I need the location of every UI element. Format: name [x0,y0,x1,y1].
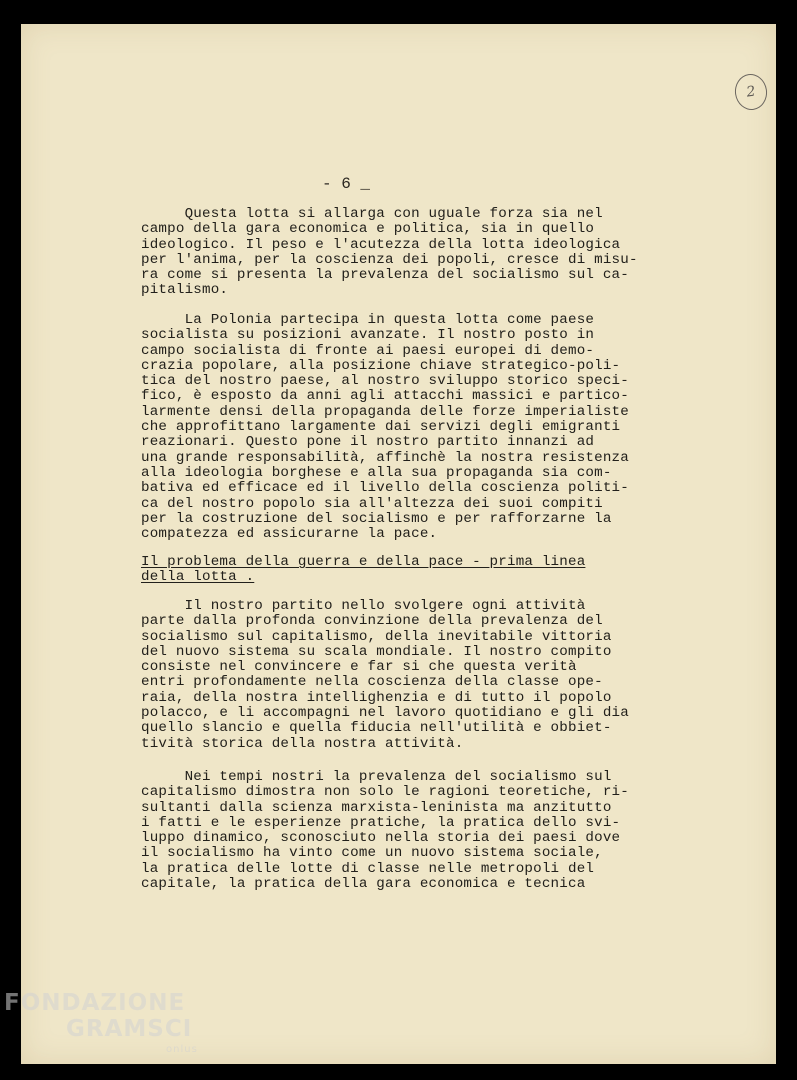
text-line: la pratica delle lotte di classe nelle metropoli del [141,860,595,877]
text-line: alla ideologia borghese e alla sua propaganda sia com- [141,464,612,481]
text-line: fico, è esposto da anni agli attacchi massici e partico- [141,388,629,405]
text-line: polacco, e li accompagni nel lavoro quotidiano e gli dia [141,705,629,722]
text-line: ca del nostro popolo sia all'altezza dei suoi compiti [141,495,603,512]
page-number: - 6 _ [322,175,371,193]
watermark-line-1: FONDAZIONE [4,990,186,1016]
text-line: bativa ed efficace ed il livello della coscienza politi- [141,480,629,497]
text-line: per la costruzione del socialismo e per rafforzarne la [141,510,612,527]
text-line: compatezza ed assicurarne la pace. [141,526,438,543]
text-line: capitale, la pratica della gara economica e tecnica [141,876,586,893]
archive-number: 2 [745,83,757,101]
section-heading [141,555,701,586]
text-line: capitalismo dimostra non solo le ragioni teoretiche, ri- [141,784,629,801]
paragraph-4 [141,770,701,892]
text-line: socialismo sul capitalismo, della inevitabile vittoria [141,628,612,645]
text-line: raia, della nostra intellighenzia e di tutto il popolo [141,689,612,706]
watermark-line-3: onlus [166,1044,198,1055]
text-line: il socialismo ha vinto come un nuovo sistema sociale, [141,845,603,862]
paragraph-3 [141,599,701,752]
archive-number-stamp [733,72,770,112]
text-line: reazionari. Questo pone il nostro partito innanzi ad [141,434,595,451]
text-line: sultanti dalla scienza marxista-leninista ma anzitutto [141,799,612,816]
text-line: socialista su posizioni avanzate. Il nostro posto in [141,327,595,344]
text-line: quello slancio e quella fiducia nell'utilità e obbiet- [141,720,612,737]
fondazione-gramsci-watermark [4,990,198,1055]
text-line: tività storica della nostra attività. [141,735,464,752]
text-line: ra come si presenta la prevalenza del socialismo sul ca- [141,267,629,284]
heading-line: Il problema della guerra e della pace - prima linea [141,554,586,570]
text-line: campo socialista di fronte ai paesi europei di demo- [141,342,595,359]
text-line: per l'anima, per la coscienza dei popoli, cresce di misu- [141,251,638,268]
text-line: Il nostro partito nello svolgere ogni attività [141,598,586,614]
text-line: ideologico. Il peso e l'acutezza della lotta ideologica [141,236,621,253]
text-line: La Polonia partecipa in questa lotta come paese [141,312,595,328]
text-line: entri profondamente nella coscienza della classe ope- [141,674,603,691]
text-line: tica del nostro paese, al nostro sviluppo storico speci- [141,373,629,390]
text-line: crazia popolare, alla posizione chiave strategico-poli- [141,357,621,374]
text-line: del nuovo sistema su scala mondiale. Il nostro compito [141,643,612,660]
watermark-line-2: GRAMSCI [66,1016,193,1042]
text-line: consiste nel convincere e far si che questa verità [141,659,577,676]
text-line: i fatti e le esperienze pratiche, la pratica dello svi- [141,814,621,831]
text-line: larmente densi della propaganda delle forze imperialiste [141,403,629,420]
text-line: che approfittano largamente dai servizi degli emigranti [141,419,621,436]
text-line: Questa lotta si allarga con uguale forza sia nel [141,206,603,222]
text-line: pitalismo. [141,282,229,299]
text-line: luppo dinamico, sconosciuto nella storia dei paesi dove [141,830,621,847]
document-page [21,24,776,1064]
paragraph-2 [141,313,701,542]
heading-line: della lotta . [141,569,255,586]
text-line: campo della gara economica e politica, sia in quello [141,221,595,238]
text-line: una grande responsabilità, affinchè la nostra resistenza [141,449,629,466]
text-line: Nei tempi nostri la prevalenza del socialismo sul [141,769,612,785]
text-line: parte dalla profonda convinzione della prevalenza del [141,613,603,630]
paragraph-1 [141,207,701,299]
